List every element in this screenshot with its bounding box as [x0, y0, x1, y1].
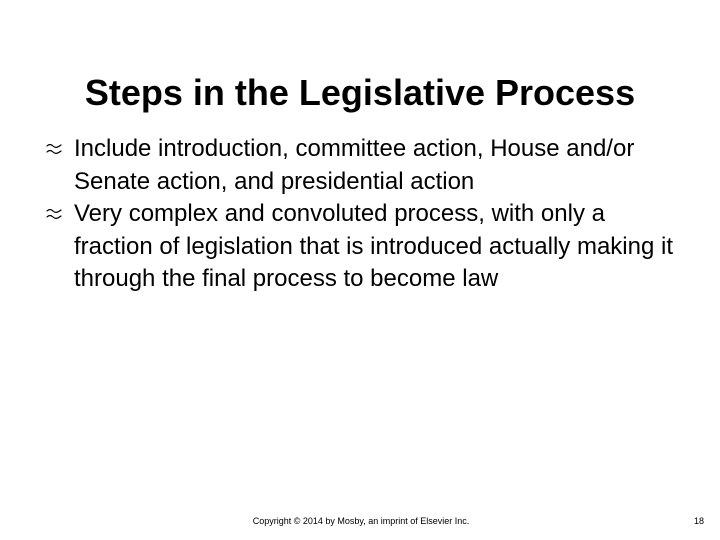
- bullet-item: [40, 198, 690, 296]
- bullet-item: [40, 133, 690, 198]
- slide-title: Steps in the Legislative Process: [84, 72, 636, 114]
- wave-bullet-icon: [46, 144, 62, 154]
- page-number: 18: [693, 516, 704, 526]
- bullet-text: Very complex and convoluted process, with only a fraction of legislation that is introduced actually making it through the final process to become law: [74, 200, 673, 292]
- bullet-text: Include introduction, committee action, House and/or Senate action, and presidential action: [74, 135, 635, 195]
- wave-bullet-icon: [46, 209, 62, 219]
- bullet-list: [40, 133, 690, 296]
- copyright-footer: Copyright © 2014 by Mosby, an imprint of Elsevier Inc.: [252, 516, 470, 526]
